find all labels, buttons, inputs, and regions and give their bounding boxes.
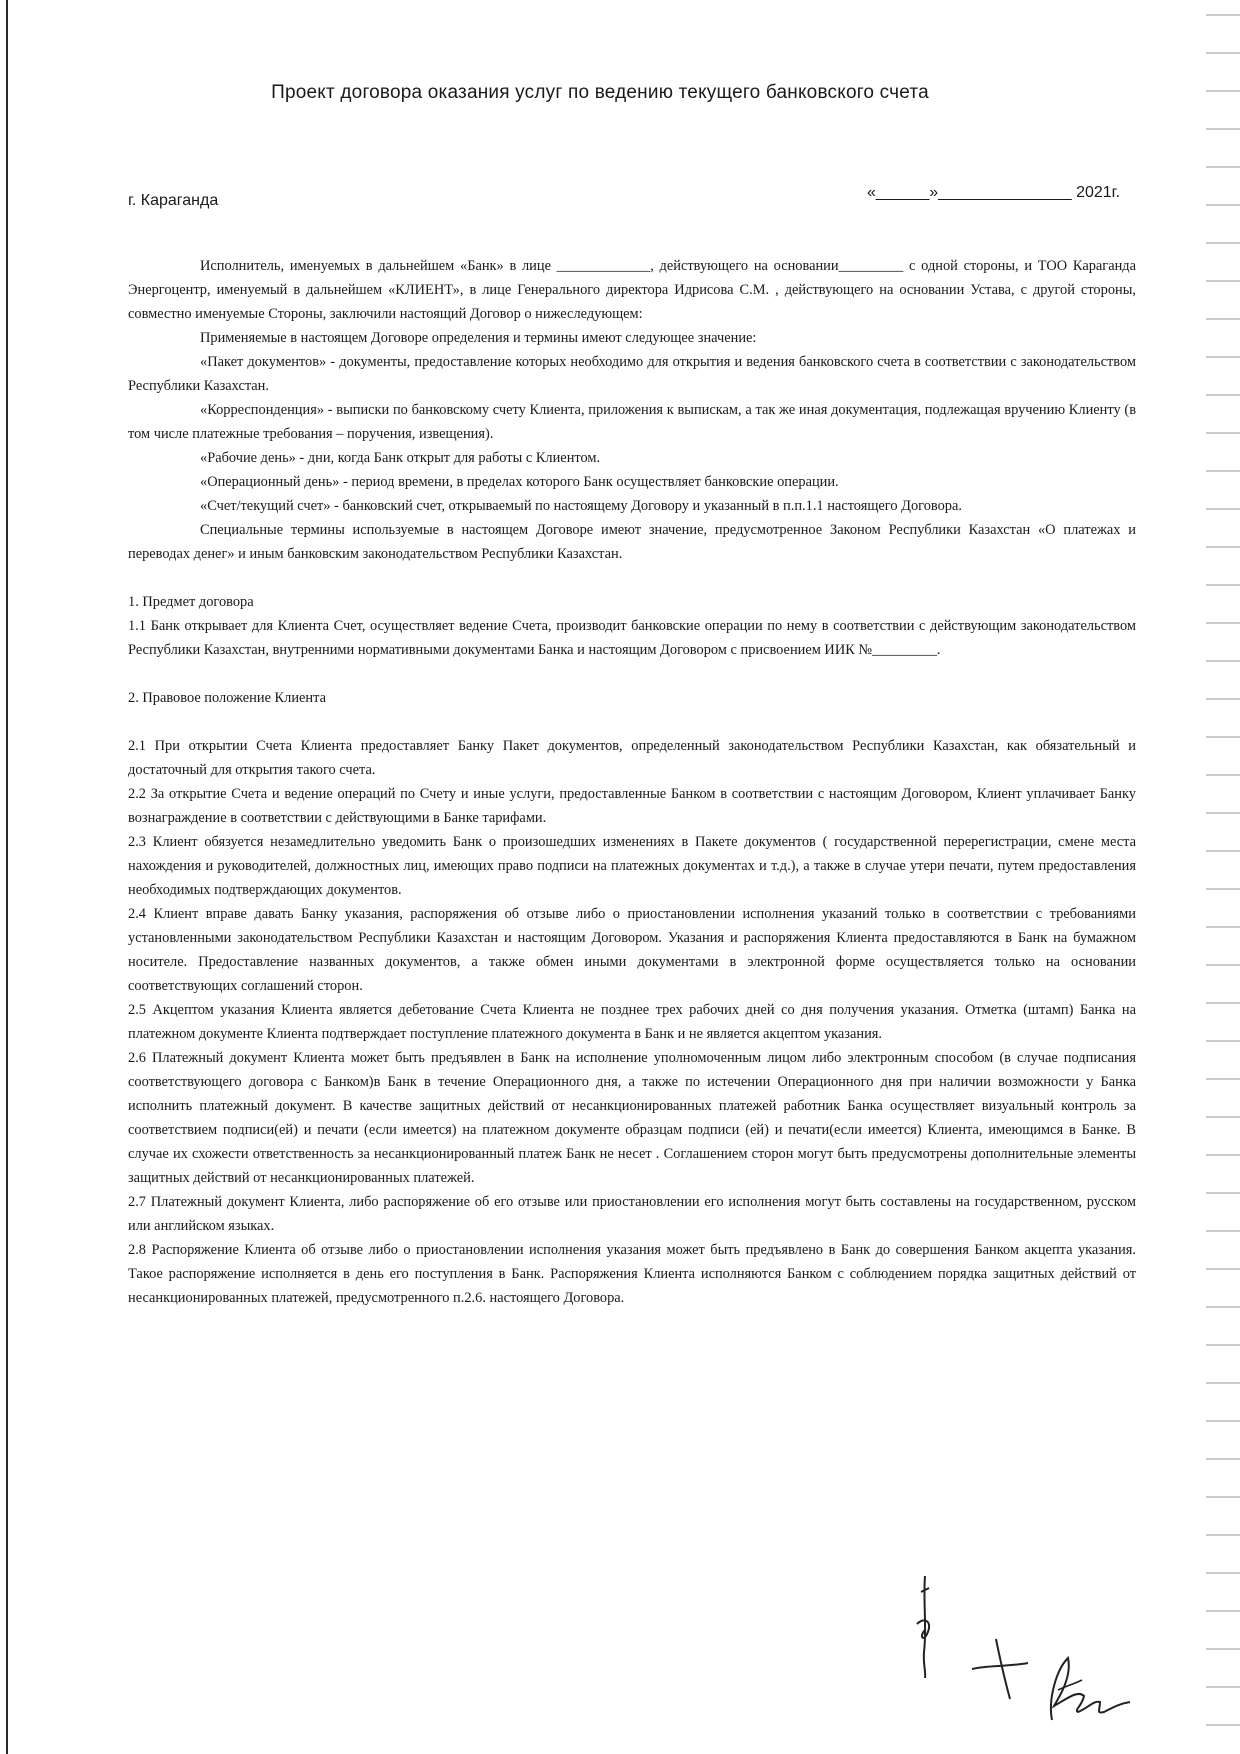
clause-2-8: 2.8 Распоряжение Клиента об отзыве либо о приостановлении исполнения указания может быть предъявлено в Банк до совершения Банком акцепта указания. Такое распоряжение исполняется в день его поступления в Банк. Распоряжения Клиента исполняются Банком с соблюдением порядка защитных действий от несанкционированных платежей, предусмотренного п.2.6. настоящего Договора. xyxy=(128,1242,1136,1306)
clause-2-5: 2.5 Акцептом указания Клиента является дебетование Счета Клиента не позднее трех рабочих дней со дня получения указания. Отметка (штамп) Банка на платежном документе Клиента подтверждает поступление платежного документа в Банк и не является акцептом указания. xyxy=(128,1002,1136,1042)
clause-2-6: 2.6 Платежный документ Клиента может быть предъявлен в Банк на исполнение уполномоченным лицом либо электронным способом (в случае подписания соответствующего договора с Банком)в Банк в течение Операционного дня, а также по истечении Операционного дня при наличии возможности у Банка исполнить платежный документ. В качестве защитных действий от несанкционированных платежей работник Банка осуществляет визуальный контроль за соответствием подписи(ей) и печати (если имеется) на платежном документе образцам подписи (ей) и печати(если имеется) Клиента, имеющимся в Банке. В случае их схожести ответственность за несанкционированный платеж Банк не несет . Соглашением сторон могут быть предусмотрены дополнительные элементы защитных действий от несанкционированных платежей. xyxy=(128,1050,1136,1186)
clause-2-1: 2.1 При открытии Счета Клиента предоставляет Банку Пакет документов, определенный законодательством Республики Казахстан, как обязательный и достаточный для открытия такого счета. xyxy=(128,738,1136,778)
date-line: «______»_______________ 2021г. xyxy=(866,184,1120,201)
definition-item: «Пакет документов» - документы, предоставление которых необходимо для открытия и ведения банковского счета в соответствии с законодательством Республики Казахстан. xyxy=(128,354,1136,394)
clause-2-2: 2.2 За открытие Счета и ведение операций по Счету и иные услуги, предоставленные Банком в соответствии с настоящим Договором, Клиент уплачивает Банку вознаграждение в соответствии с действующими в Банке тарифами. xyxy=(128,786,1136,826)
definition-item: «Корреспонденция» - выписки по банковскому счету Клиента, приложения к выпискам, а так же иная документация, подлежащая вручению Клиенту (в том числе платежные требования – поручения, извещения). xyxy=(128,402,1136,442)
definitions-intro: Применяемые в настоящем Договоре определения и термины имеют следующее значение: xyxy=(200,330,757,346)
scan-edge-left xyxy=(6,0,8,1754)
clause-2-7: 2.7 Платежный документ Клиента, либо распоряжение об его отзыве или приостановлении его исполнения могут быть составлены на государственном, русском или английском языках. xyxy=(128,1194,1136,1234)
signature-mark-3 xyxy=(1038,1650,1138,1730)
clause-2-4: 2.4 Клиент вправе давать Банку указания, распоряжения об отзыве либо о приостановлении исполнения указаний только в соответствии с требованиями установленными законодательством Республики Казахстан и настоящим Договором. Указания и распоряжения Клиента предоставляются в Банк на бумажном носителе. Предоставление названных документов, а также обмен иными документами в электронной форме осуществляется только на основании соответствующих соглашений сторон. xyxy=(128,906,1136,994)
definition-item: «Счет/текущий счет» - банковский счет, открываемый по настоящему Договору и указанный в п.п.1.1 настоящего Договора. xyxy=(200,498,962,514)
section-1-heading: 1. Предмет договора xyxy=(128,594,254,610)
document-title: Проект договора оказания услуг по ведению текущего банковского счета xyxy=(271,82,929,103)
signature-mark-1 xyxy=(905,1572,945,1682)
scan-edge-right xyxy=(1206,0,1240,1754)
definition-item: Специальные термины используемые в настоящем Договоре имеют значение, предусмотренное Законом Республики Казахстан «О платежах и переводах денег» и иным банковским законодательством Республики Казахстан. xyxy=(128,522,1136,562)
clause-1-1: 1.1 Банк открывает для Клиента Счет, осуществляет ведение Счета, производит банковские операции по нему в соответствии с действующим законодательством Республики Казахстан, внутренними нормативными документами Банка и настоящим Договором с присвоением ИИК №_________. xyxy=(128,618,1136,658)
city-label: г. Караганда xyxy=(128,192,219,209)
clause-2-3: 2.3 Клиент обязуется незамедлительно уведомить Банк о произошедших изменениях в Пакете документов ( государственной перерегистрации, смене места нахождения и руководителей, должностных лиц, имеющих право подписи на платежных документах и т.д.), а также в случае утери печати, путем предоставления необходимых подтверждающих документов. xyxy=(128,834,1136,898)
document-body xyxy=(128,254,1136,1310)
preamble-paragraph: Исполнитель, именуемых в дальнейшем «Банк» в лице _____________, действующего на основании_________ с одной стороны, и ТОО Караганда Энергоцентр, именуемый в дальнейшем «КЛИЕНТ», в лице Генерального директора Идрисова С.М. , действующего на основании Устава, с другой стороны, совместно именуемые Стороны, заключили настоящий Договор о нижеследующем: xyxy=(128,258,1136,322)
section-2-heading: 2. Правовое положение Клиента xyxy=(128,690,326,706)
signature-mark-2 xyxy=(966,1635,1036,1705)
definition-item: «Операционный день» - период времени, в пределах которого Банк осуществляет банковские операции. xyxy=(200,474,839,490)
definition-item: «Рабочие день» - дни, когда Банк открыт для работы с Клиентом. xyxy=(200,450,601,466)
